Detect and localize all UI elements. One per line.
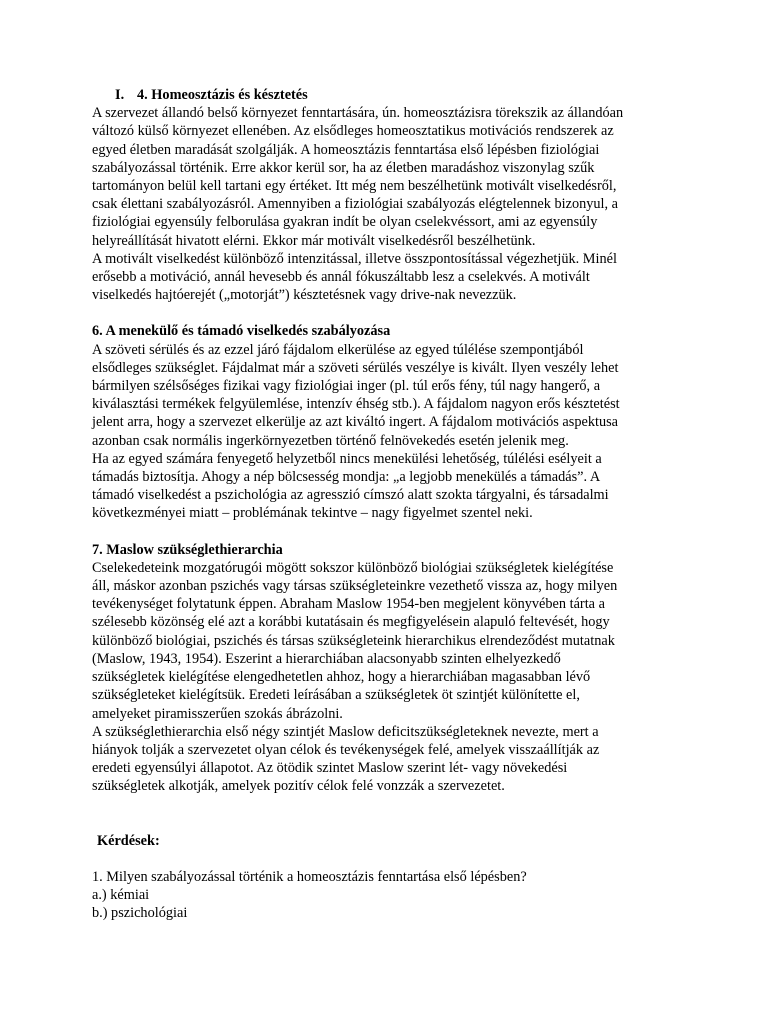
text-line: A szervezet állandó belső környezet fenntartására, ún. homeosztázisra törekszik az állandóan	[92, 105, 624, 122]
spacer	[92, 796, 692, 832]
questions-section	[92, 832, 692, 923]
spacer	[92, 304, 692, 322]
text-line: hiányok tolják a szervezetet olyan célok és tevékenységek felé, amelyek visszaállítják az	[92, 741, 600, 758]
paragraph	[92, 559, 692, 796]
spacer	[92, 523, 692, 541]
text-line: bármilyen szélsőséges fizikai vagy fiziológiai inger (pl. túl erős fény, túl nagy hangerő, a	[92, 378, 601, 395]
question-item: 1. Milyen szabályozással történik a homeosztázis fenntartása első lépésben?	[92, 868, 527, 885]
text-line: csak élettani szabályozásról. Amennyiben a fiziológiai szabályozás elégtelennek bizonyul, a	[92, 196, 619, 213]
text-line: jelent arra, hogy a szervezet elkerülje az azt kiváltó ingert. A fájdalom motivációs aspektusa	[92, 414, 618, 431]
questions-title: Kérdések:	[97, 832, 160, 849]
text-line: azonban csak normális ingerkörnyezetben történő felnövekedés esetén jelenik meg.	[92, 432, 569, 449]
text-line: A szöveti sérülés és az ezzel járó fájdalom elkerülése az egyed túlélése szempontjából	[92, 341, 584, 358]
text-line: szükségletek alkotják, amelyek pozitív célok felé vonzzák a szervezetet.	[92, 778, 505, 795]
section-heading: 7. Maslow szükséglethierarchia	[92, 541, 283, 558]
heading-text: 4. Homeosztázis és késztetés	[137, 87, 308, 103]
text-line: helyreállítását hivatott elérni. Ekkor már motivált viselkedésről beszélhetünk.	[92, 232, 536, 249]
text-line: A motivált viselkedést különböző intenzitással, illetve összpontosítással végezhetjük. Minél	[92, 250, 617, 267]
section-heading: 6. A menekülő és támadó viselkedés szabályozása	[92, 323, 391, 340]
text-line: kiválasztási termékek felgyülemlése, intenzív éhség stb.). A fájdalom nagyon erős késztetést	[92, 396, 620, 413]
text-line: támadó viselkedést a pszichológia az agresszió címszó alatt szokta tárgyalni, és társadalmi	[92, 487, 609, 504]
text-line: szükségleteket kielégítsük. Eredeti leírásában a szükségletek öt szintjét különítette el,	[92, 687, 580, 704]
text-line: következményei miatt – problémának tekintve – nagy figyelmet szentel neki.	[92, 505, 533, 522]
text-line: fiziológiai egyensúly felborulása gyakran indít be olyan cselekvéssort, ami az egyensúly	[92, 214, 598, 231]
text-line: változó külső környezet ellenében. Az elsődleges homeosztatikus motivációs rendszerek az	[92, 123, 614, 140]
answer-option: b.) pszichológiai	[92, 905, 188, 922]
paragraph	[92, 341, 692, 523]
text-line: támadás biztosítja. Ahogy a nép bölcsesség mondja: „a legjobb menekülés a támadás”. A	[92, 469, 601, 486]
text-line: szélesebb közönség elé azt a korábbi kutatásain és megfigyelésein alapuló feltevését, hogy	[92, 614, 610, 631]
paragraph	[92, 104, 692, 304]
text-line: különböző biológiai, pszichés és társas szükségleteink hierarchikus elrendeződést mutatnak	[92, 632, 615, 649]
section-heading	[92, 86, 692, 104]
text-line: amelyeket piramisszerűen szokás ábrázolni.	[92, 705, 343, 722]
text-line: Ha az egyed számára fenyegető helyzetből nincs menekülési lehetőség, túlélési esélyeit a	[92, 450, 602, 467]
text-line: egyed életben maradását szolgálják. A homeosztázis fenntartása első lépésben fiziológiai	[92, 141, 600, 158]
section-flight-fight	[92, 322, 692, 522]
text-line: Cselekedeteink mozgatórugói mögött sokszor különböző biológiai szükségletek kielégítése	[92, 559, 614, 576]
text-line: elsődleges szükséglet. Fájdalmat már a szöveti sérülés veszélye is kivált. Ilyen veszély lehet	[92, 359, 619, 376]
section-homeostasis	[92, 86, 692, 304]
answer-option: a.) kémiai	[92, 886, 150, 903]
document-page	[92, 86, 692, 922]
text-line: eredeti egyensúlyi állapotot. Az ötödik szintet Maslow szerint lét- vagy növekedési	[92, 760, 568, 777]
text-line: A szükséglethierarchia első négy szintjét Maslow deficitszükségleteknek nevezte, mert a	[92, 723, 599, 740]
heading-roman-numeral: I.	[115, 87, 125, 103]
text-line: tartományon belül kell tartani egy értéket. Itt még nem beszélhetünk motivált viselkedésről,	[92, 178, 617, 195]
text-line: szükségletek kielégítése elengedhetetlen ahhoz, hogy a hierarchiában magasabban lévő	[92, 669, 591, 686]
text-line: áll, máskor azonban pszichés vagy társas szükségleteinkre vezethető vissza az, hogy milyen	[92, 578, 618, 595]
text-line: (Maslow, 1943, 1954). Eszerint a hierarchiában alacsonyabb szinten elhelyezkedő	[92, 650, 561, 667]
text-line: tevékenységet folytatunk éppen. Abraham Maslow 1954-ben megjelent könyvében tárta a	[92, 596, 605, 613]
section-maslow	[92, 541, 692, 796]
spacer	[92, 850, 692, 868]
text-line: erősebb a motiváció, annál hevesebb és annál fókuszáltabb lesz a cselekvés. A motivált	[92, 269, 590, 286]
text-line: szabályozással történik. Erre akkor kerül sor, ha az életben maradáshoz viszonylag szűk	[92, 159, 595, 176]
text-line: viselkedés hajtóerejét („motorját”) késztetésnek vagy drive-nak nevezzük.	[92, 287, 517, 304]
